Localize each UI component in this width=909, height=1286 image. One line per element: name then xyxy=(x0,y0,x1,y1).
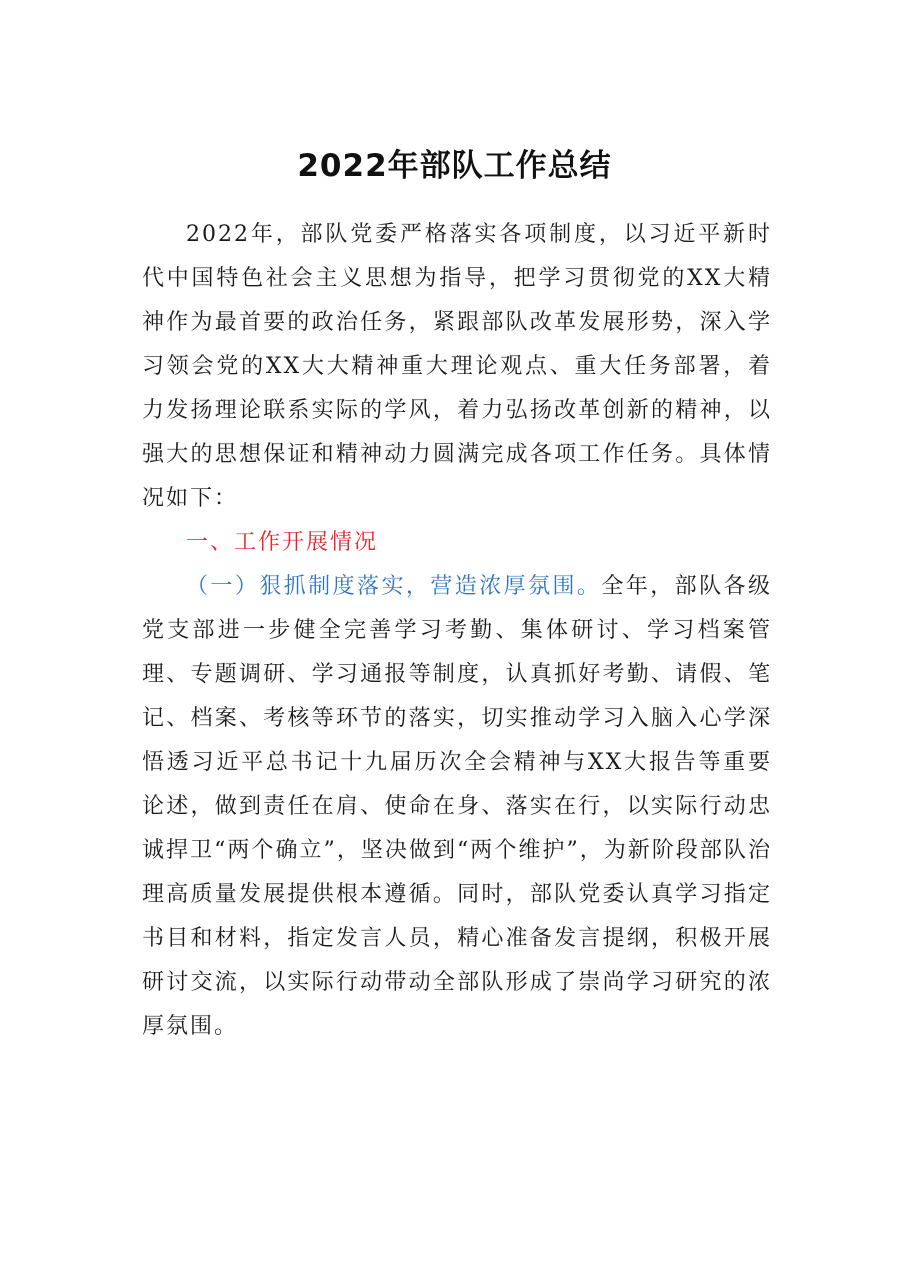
subsection-body: 全年，部队各级党支部进一步健全完善学习考勤、集体研讨、学习档案管理、专题调研、学习通报等制度，认真抓好考勤、请假、笔记、档案、考核等环节的落实，切实推动学习入脑入心学深悟透习近平总书记十九届历次全会精神与XX大报告等重要论述，做到责任在肩、使命在身、落实在行，以实际行动忠诚捍卫“两个确立”，坚决做到“两个维护”，为新阶段部队治理高质量发展提供根本遵循。同时，部队党委认真学习指定书目和材料，指定发言人员，精心准备发言提纲，积极开展研讨交流，以实际行动带动全部队形成了崇尚学习研究的浓厚氛围。 xyxy=(142,574,772,1039)
section-heading: 一、工作开展情况 xyxy=(186,530,379,555)
subsection-lead: （一）狠抓制度落实，营造浓厚氛围。 xyxy=(186,574,602,599)
document-body xyxy=(142,213,772,1049)
intro-paragraph: 2022年，部队党委严格落实各项制度，以习近平新时代中国特色社会主义思想为指导，把学习贯彻党的XX大精神作为最首要的政治任务，紧跟部队改革发展形势，深入学习领会党的XX大大精神重大理论观点、重大任务部署，着力发扬理论联系实际的学风，着力弘扬改革创新的精神，以强大的思想保证和精神动力圆满完成各项工作任务。具体情况如下： xyxy=(142,222,772,511)
document-title: 2022年部队工作总结 xyxy=(297,148,612,184)
subsection-paragraph xyxy=(142,565,772,1049)
